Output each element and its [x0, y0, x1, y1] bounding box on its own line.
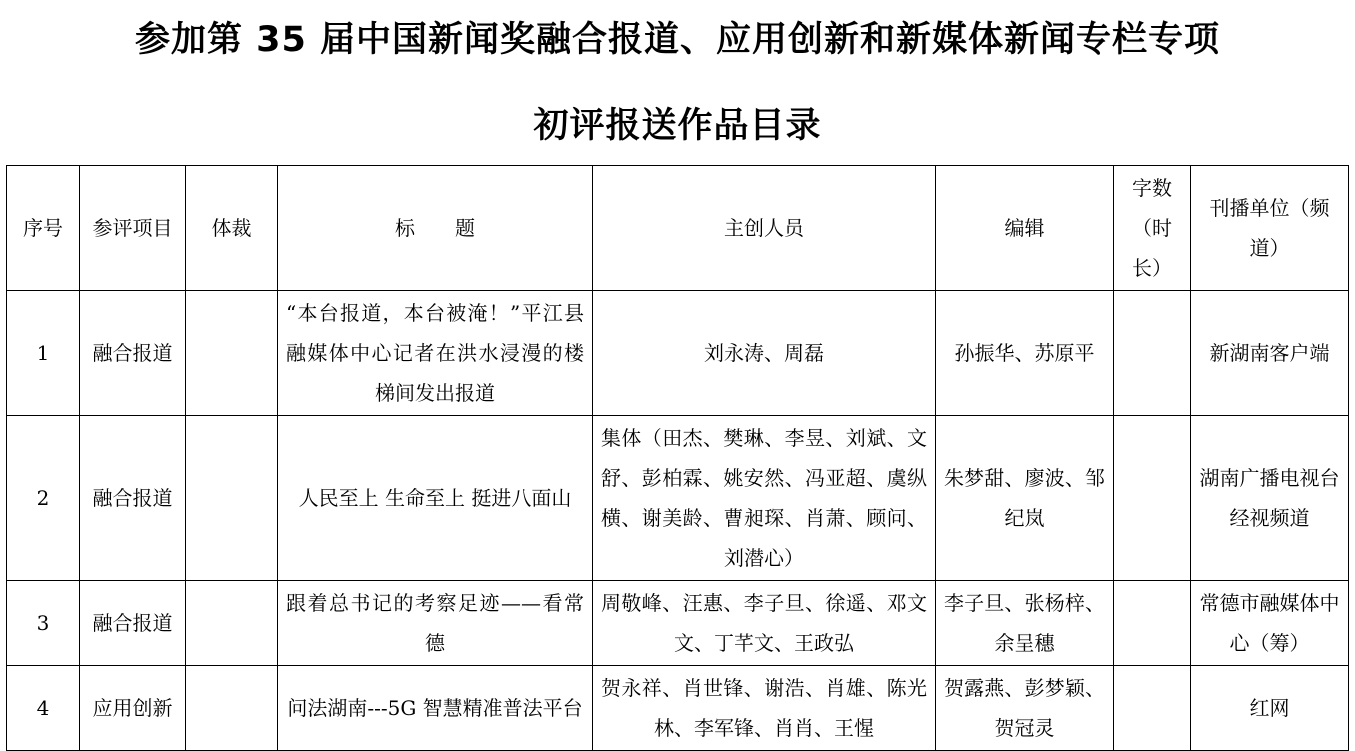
- cell-words: [1114, 666, 1191, 751]
- cell-publisher: 新湖南客户端: [1191, 291, 1349, 416]
- cell-seq: 4: [7, 666, 80, 751]
- cell-publisher: 湖南广播电视台经视频道: [1191, 416, 1349, 581]
- cell-editors: 贺露燕、彭梦颖、贺冠灵: [936, 666, 1114, 751]
- document-title: 参加第 35 届中国新闻奖融合报道、应用创新和新媒体新闻专栏专项: [134, 20, 1221, 60]
- header-project: 参评项目: [80, 166, 186, 291]
- cell-publisher: 红网: [1191, 666, 1349, 751]
- cell-genre: [186, 666, 278, 751]
- table-row: [7, 416, 1349, 581]
- cell-title: 人民至上 生命至上 挺进八面山: [278, 416, 593, 581]
- cell-words: [1114, 416, 1191, 581]
- header-title: 标 题: [278, 166, 593, 291]
- document-subtitle: 初评报送作品目录: [533, 106, 822, 146]
- cell-words: [1114, 291, 1191, 416]
- cell-editors: 朱梦甜、廖波、邹纪岚: [936, 416, 1114, 581]
- cell-creators: 刘永涛、周磊: [593, 291, 936, 416]
- cell-title: 跟着总书记的考察足迹——看常德: [278, 581, 593, 666]
- works-table: [6, 165, 1349, 751]
- cell-seq: 2: [7, 416, 80, 581]
- cell-publisher: 常德市融媒体中心（筹）: [1191, 581, 1349, 666]
- table-header-row: [7, 166, 1349, 291]
- header-publisher: 刊播单位（频道）: [1191, 166, 1349, 291]
- table-row: [7, 581, 1349, 666]
- cell-project: 融合报道: [80, 416, 186, 581]
- header-genre: 体裁: [186, 166, 278, 291]
- cell-seq: 3: [7, 581, 80, 666]
- cell-words: [1114, 581, 1191, 666]
- header-words: 字数（时长）: [1114, 166, 1191, 291]
- header-creators: 主创人员: [593, 166, 936, 291]
- header-editors: 编辑: [936, 166, 1114, 291]
- cell-genre: [186, 416, 278, 581]
- cell-creators: 周敬峰、汪惠、李子旦、徐遥、邓文文、丁芊文、王政弘: [593, 581, 936, 666]
- cell-seq: 1: [7, 291, 80, 416]
- cell-creators: 集体（田杰、樊琳、李昱、刘斌、文舒、彭柏霖、姚安然、冯亚超、虞纵横、谢美龄、曹昶琛、肖萧、顾问、刘潜心）: [593, 416, 936, 581]
- cell-genre: [186, 291, 278, 416]
- table-row: [7, 291, 1349, 416]
- cell-project: 融合报道: [80, 581, 186, 666]
- header-seq: 序号: [7, 166, 80, 291]
- cell-editors: 孙振华、苏原平: [936, 291, 1114, 416]
- cell-creators: 贺永祥、肖世锋、谢浩、肖雄、陈光林、李军锋、肖肖、王惺: [593, 666, 936, 751]
- table-row: [7, 666, 1349, 751]
- cell-genre: [186, 581, 278, 666]
- cell-project: 应用创新: [80, 666, 186, 751]
- cell-project: 融合报道: [80, 291, 186, 416]
- cell-title: “本台报道，本台被淹！”平江县融媒体中心记者在洪水浸漫的楼梯间发出报道: [278, 291, 593, 416]
- cell-title: 问法湖南---5G 智慧精准普法平台: [278, 666, 593, 751]
- cell-editors: 李子旦、张杨梓、余呈穗: [936, 581, 1114, 666]
